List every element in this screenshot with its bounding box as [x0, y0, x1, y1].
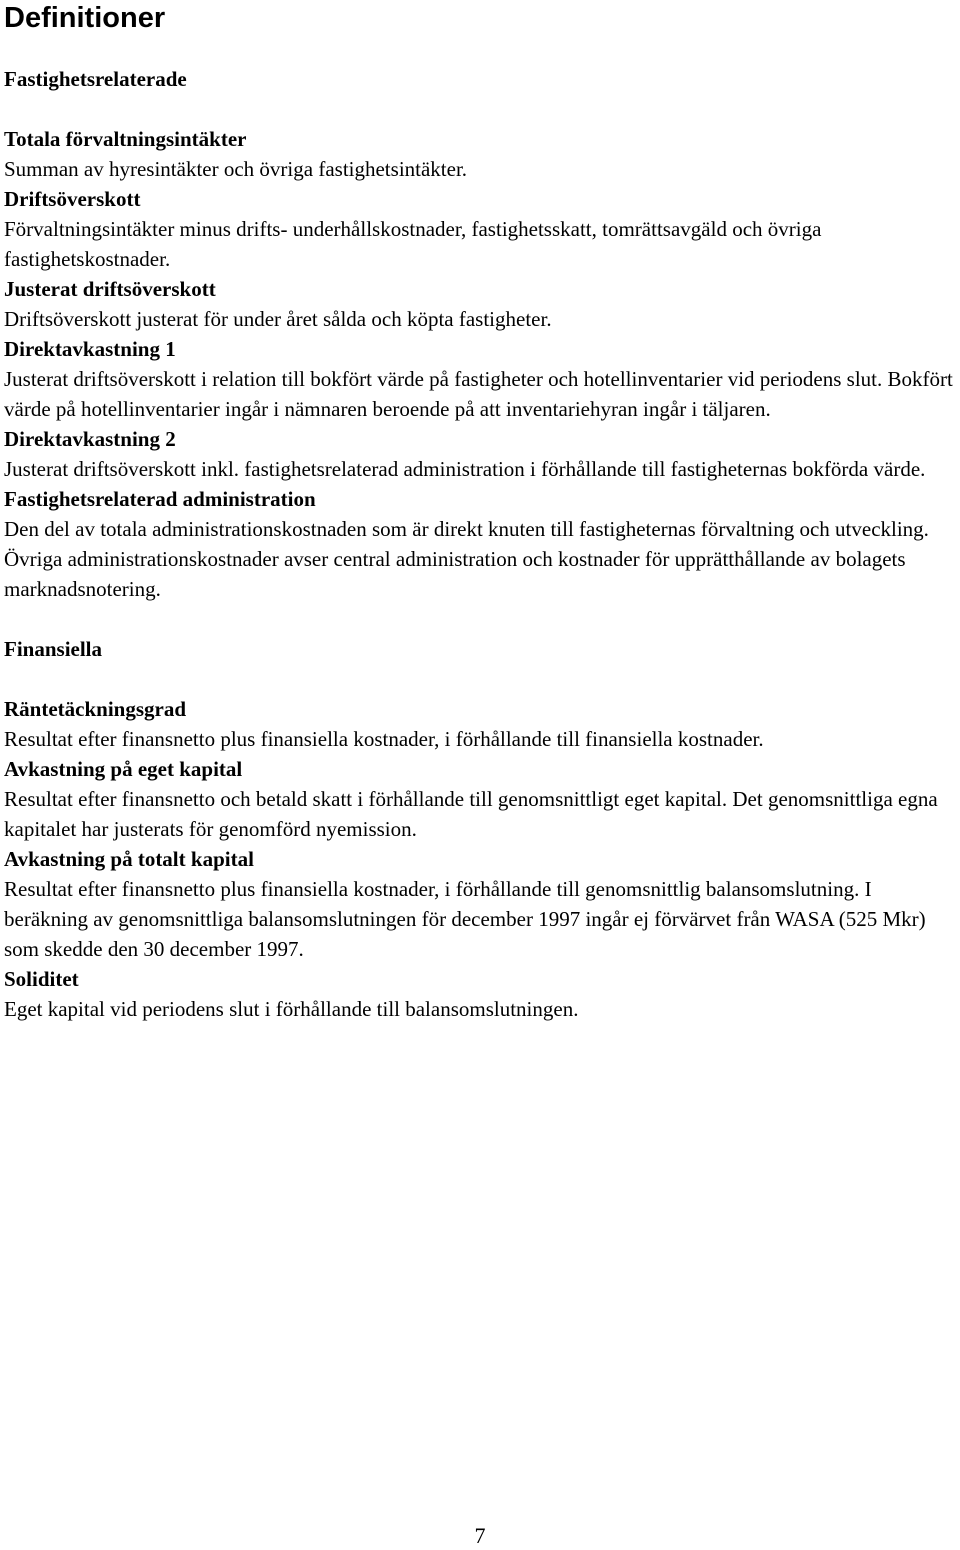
- term-definition: Resultat efter finansnetto plus finansiella kostnader, i förhållande till genomsnittlig balansomslutning. I beräkning av genomsnittliga balansomslutningen för december 1997 ingår ej förvärvet från WASA (525 Mkr) som skedde den 30 december 1997.: [4, 877, 926, 961]
- term-definition: Resultat efter finansnetto plus finansiella kostnader, i förhållande till finansiella kostnader.: [4, 727, 764, 751]
- term-definition: Eget kapital vid periodens slut i förhållande till balansomslutningen.: [4, 997, 579, 1021]
- term-definition: Förvaltningsintäkter minus drifts- underhållskostnader, fastighetsskatt, tomrättsavgäld och övriga fastighetskostnader.: [4, 217, 822, 271]
- document-page: [4, 0, 960, 1024]
- section-heading: Fastighetsrelaterade: [4, 67, 187, 91]
- term-title: Avkastning på eget kapital: [4, 757, 243, 781]
- term-title: Avkastning på totalt kapital: [4, 847, 254, 871]
- page-number: 7: [474, 1523, 486, 1548]
- term-title: Justerat driftsöverskott: [4, 277, 216, 301]
- section-fastighetsrelaterade: [4, 64, 960, 604]
- section-heading: Finansiella: [4, 637, 103, 661]
- term-title: Räntetäckningsgrad: [4, 697, 187, 721]
- term-definition: Resultat efter finansnetto och betald skatt i förhållande till genomsnittligt eget kapital. Det genomsnittliga egna kapitalet har justerats för genomförd nyemission.: [4, 787, 938, 841]
- term-title: Direktavkastning 2: [4, 427, 176, 451]
- section-finansiella: [4, 634, 960, 1024]
- term-definition: Justerat driftsöverskott inkl. fastighetsrelaterad administration i förhållande till fastigheternas bokförda värde.: [4, 457, 926, 481]
- term-definition: Justerat driftsöverskott i relation till bokfört värde på fastigheter och hotellinventarier vid periodens slut. Bokfört värde på hotellinventarier ingår i nämnaren beroende på att inventariehyran ingår i täljaren.: [4, 367, 953, 421]
- term-definition: Den del av totala administrationskostnaden som är direkt knuten till fastigheternas förvaltning och utveckling. Övriga administrationskostnader avser central administration och kostnader för upprätthållande av bolagets marknadsnotering.: [4, 517, 929, 601]
- term-title: Direktavkastning 1: [4, 337, 176, 361]
- term-title: Driftsöverskott: [4, 187, 141, 211]
- term-title: Soliditet: [4, 967, 79, 991]
- term-title: Fastighetsrelaterad administration: [4, 487, 316, 511]
- term-title: Totala förvaltningsintäkter: [4, 127, 247, 151]
- term-definition: Summan av hyresintäkter och övriga fastighetsintäkter.: [4, 157, 468, 181]
- page-title: Definitioner: [4, 2, 166, 34]
- term-definition: Driftsöverskott justerat för under året sålda och köpta fastigheter.: [4, 307, 552, 331]
